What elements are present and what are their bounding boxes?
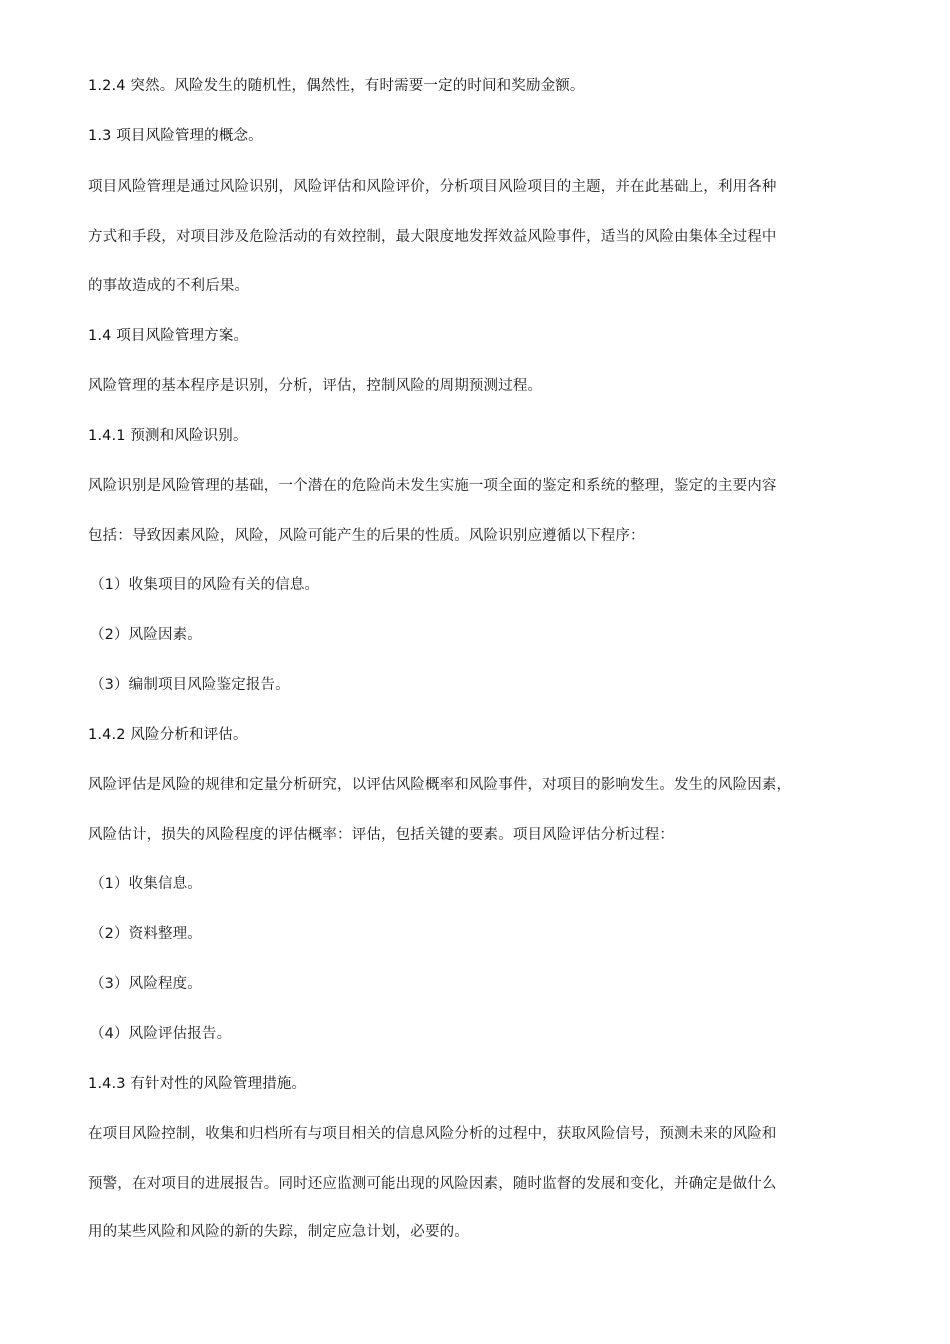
list-item: （3）编制项目风险鉴定报告。 — [90, 677, 290, 693]
list-item: （4）风险评估报告。 — [90, 1026, 232, 1042]
section-1-4-3-heading: 1.4.3 有针对性的风险管理措施。 — [88, 1076, 307, 1092]
paragraph-line: 风险评估是风险的规律和定量分析研究，以评估风险概率和风险事件，对项目的影响发生。发生的风险因素， — [88, 777, 792, 793]
section-1-4-2-heading: 1.4.2 风险分析和评估。 — [88, 727, 248, 743]
list-item: （1）收集信息。 — [90, 876, 202, 892]
list-item: （2）风险因素。 — [90, 627, 202, 643]
paragraph-line: 包括：导致因素风险，风险，风险可能产生的后果的性质。风险识别应遵循以下程序： — [88, 528, 645, 544]
paragraph-line: 风险识别是风险管理的基础，一个潜在的危险尚未发生实施一项全面的鉴定和系统的整理，鉴定的主要内容 — [88, 478, 777, 494]
paragraph-line: 用的某些风险和风险的新的失踪，制定应急计划，必要的。 — [88, 1224, 469, 1240]
list-item: （2）资料整理。 — [90, 926, 202, 942]
section-1-4-heading: 1.4 项目风险管理方案。 — [88, 328, 249, 344]
paragraph-line: 方式和手段，对项目涉及危险活动的有效控制，最大限度地发挥效益风险事件，适当的风险由集体全过程中 — [88, 229, 777, 245]
paragraph-line: 的事故造成的不利后果。 — [88, 278, 250, 294]
section-1-3-heading: 1.3 项目风险管理的概念。 — [88, 128, 263, 144]
paragraph-line: 项目风险管理是通过风险识别，风险评估和风险评价，分析项目风险项目的主题，并在此基础上，利用各种 — [88, 179, 777, 195]
paragraph-line: 风险管理的基本程序是识别，分析，评估，控制风险的周期预测过程。 — [88, 378, 543, 394]
paragraph-line: 在项目风险控制，收集和归档所有与项目相关的信息风险分析的过程中，获取风险信号，预测未来的风险和 — [88, 1126, 777, 1142]
paragraph-line: 预警，在对项目的进展报告。同时还应监测可能出现的风险因素，随时监督的发展和变化，并确定是做什么 — [88, 1176, 777, 1192]
list-item: （1）收集项目的风险有关的信息。 — [90, 577, 320, 593]
paragraph-line: 风险估计，损失的风险程度的评估概率：评估，包括关键的要素。项目风险评估分析过程： — [88, 827, 674, 843]
list-item: （3）风险程度。 — [90, 976, 202, 992]
section-1-4-1-heading: 1.4.1 预测和风险识别。 — [88, 428, 248, 444]
section-1-2-4-paragraph: 1.2.4 突然。风险发生的随机性，偶然性，有时需要一定的时间和奖励金额。 — [88, 78, 585, 94]
